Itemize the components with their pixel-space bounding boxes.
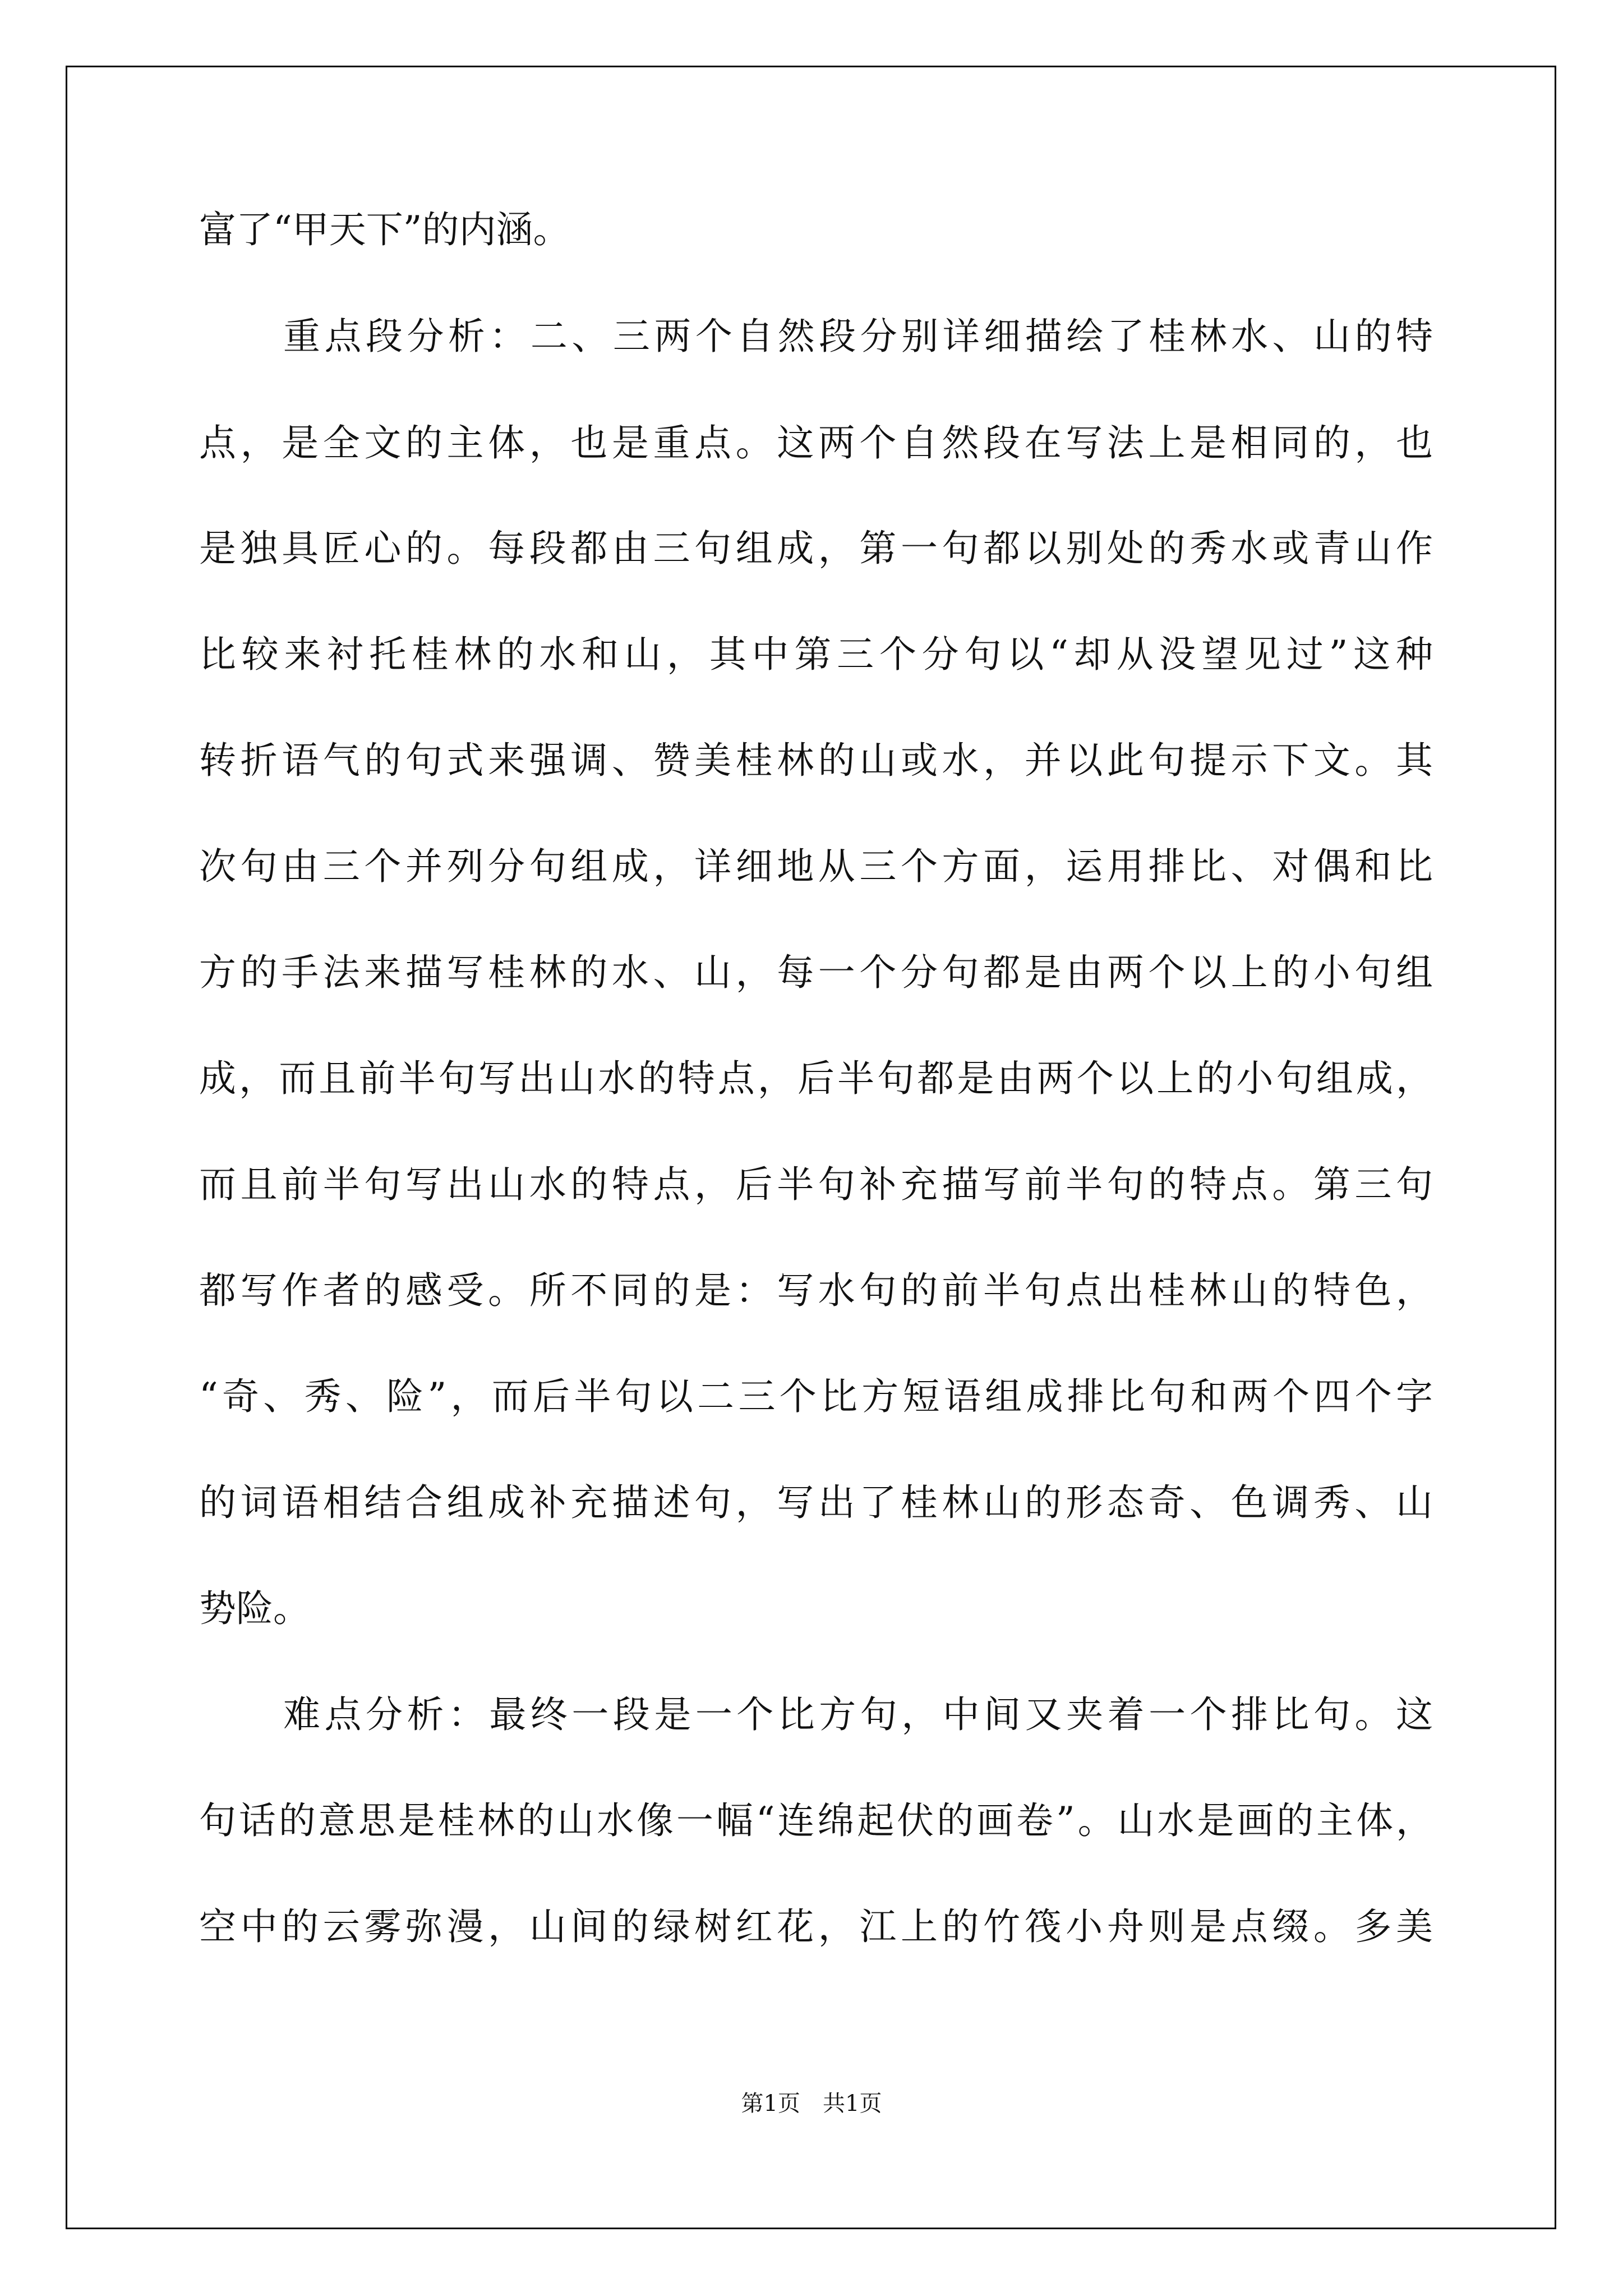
text-line: 势险。	[199, 1587, 310, 1630]
text-line: 点，是全文的主体，也是重点。这两个自然段在写法上是相同的，也	[199, 421, 1433, 464]
text-line: 是独具匠心的。每段都由三句组成，第一句都以别处的秀水或青山作	[199, 527, 1433, 570]
text-line: 而且前半句写出山水的特点，后半句补充描写前半句的特点。第三句	[199, 1163, 1433, 1206]
text-line: 比较来衬托桂林的水和山，其中第三个分句以“却从没望见过”这种	[199, 633, 1433, 676]
text-line: 都写作者的感受。所不同的是：写水句的前半句点出桂林山的特色，	[199, 1269, 1433, 1312]
text-line: 句话的意思是桂林的山水像一幅“连绵起伏的画卷”。山水是画的主体，	[199, 1799, 1433, 1842]
text-line: 方的手法来描写桂林的水、山，每一个分句都是由两个以上的小句组	[199, 951, 1433, 994]
page-footer: 第1页 共1页	[741, 2091, 882, 2116]
text-line: 成，而且前半句写出山水的特点，后半句都是由两个以上的小句组成，	[199, 1057, 1433, 1100]
text-line: 次句由三个并列分句组成，详细地从三个方面，运用排比、对偶和比	[199, 845, 1433, 888]
text-line: 难点分析：最终一段是一个比方句，中间又夹着一个排比句。这	[283, 1693, 1433, 1736]
text-line: 富了“甲天下”的内涵。	[199, 208, 570, 251]
text-line: 转折语气的句式来强调、赞美桂林的山或水，并以此句提示下文。其	[199, 739, 1433, 782]
text-line: 的词语相结合组成补充描述句，写出了桂林山的形态奇、色调秀、山	[199, 1481, 1433, 1524]
text-line: “奇、秀、险”，而后半句以二三个比方短语组成排比句和两个四个字	[199, 1375, 1433, 1418]
text-line: 空中的云雾弥漫，山间的绿树红花，江上的竹筏小舟则是点缀。多美	[199, 1905, 1433, 1948]
text-line: 重点段分析：二、三两个自然段分别详细描绘了桂林水、山的特	[283, 315, 1433, 358]
